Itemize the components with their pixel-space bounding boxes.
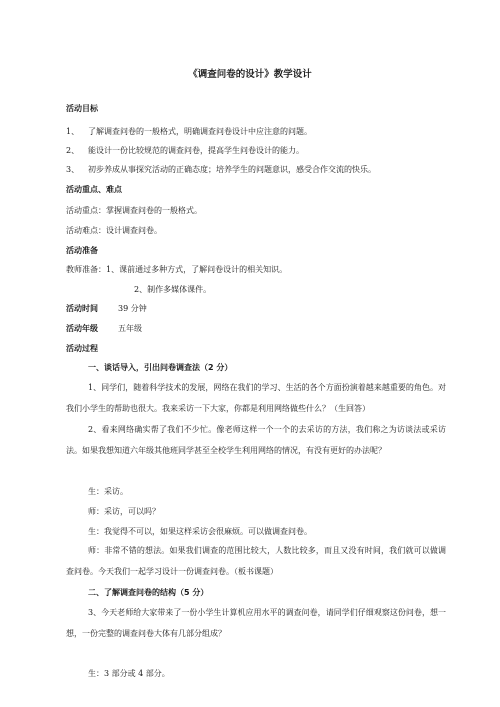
section-1-paragraph-1: 1、同学们，随着科学技术的发展，网络在我们的学习、生活的各个方面扮演着越来越重要的角色。对我们小学生的帮助也很大。我来采访一下大家，你都是利用网络做些什么？（生回答） — [66, 383, 446, 413]
difficulty-text: 活动难点：设计调查问卷。 — [66, 226, 162, 235]
dialog-line: 生：我觉得不可以，如果这样采访会很麻烦。可以做调查问卷。 — [88, 527, 312, 536]
section-2-paragraph-1: 3、今天老师给大家带来了一份小学生计算机应用水平的调查问卷，请同学们仔细观察这份问卷，想一想，一份完整的调查问卷大体有几部分组成？ — [66, 608, 446, 638]
section-1-heading: 一、谈话导入，引出问卷调查法（2 分） — [88, 363, 233, 372]
objective-item — [66, 164, 440, 175]
time-row — [66, 303, 440, 314]
keypoints-heading: 活动重点、难点 — [66, 185, 122, 194]
objective-number: 1、 — [66, 127, 80, 136]
objective-number: 3、 — [66, 165, 80, 174]
section-2-heading: 二、了解调查问卷的结构（5 分） — [88, 588, 209, 597]
dialog-line: 生：3 部分或 4 部分。 — [88, 669, 170, 678]
time-value: 39 分钟 — [118, 304, 147, 313]
time-label: 活动时间 — [66, 304, 98, 313]
process-heading: 活动过程 — [66, 344, 98, 353]
section-1-paragraph-3: 师：非常不错的想法。如果我们调查的范围比较大，人数比较多，而且又没有时间，我们就可以做调查问卷。今天我们一起学习设计一份调查问卷。（板书课题） — [66, 546, 446, 576]
dialog-line: 生：采访。 — [88, 487, 128, 496]
objectives-heading: 活动目标 — [66, 104, 98, 113]
page-title: 《调查问卷的设计》教学设计 — [188, 69, 312, 80]
objective-number: 2、 — [66, 146, 80, 155]
prep-item-1: 教师准备：1、课前通过多种方式，了解问卷设计的相关知识。 — [66, 265, 288, 274]
keypoint-text: 活动重点：掌握调查问卷的一般格式。 — [66, 206, 202, 215]
objective-text: 能设计一份比较规范的调查问卷，提高学生问卷设计的能力。 — [88, 146, 304, 155]
objective-item — [66, 126, 440, 137]
prep-item-2: 2、制作多媒体课件。 — [134, 285, 212, 294]
prep-heading: 活动准备 — [66, 246, 98, 255]
dialog-line: 师：采访，可以吗？ — [88, 507, 160, 516]
grade-label: 活动年级 — [66, 324, 98, 333]
grade-row — [66, 323, 440, 334]
section-1-paragraph-2: 2、看来网络确实帮了我们不少忙。像老师这样一个一个的去采访的方法，我们称之为访谈法或采访法。如果我想知道六年级其他班同学甚至全校学生利用网络的情况，有没有更好的办法呢？ — [66, 425, 446, 455]
objective-item — [66, 145, 440, 156]
grade-value: 五年级 — [118, 324, 142, 333]
objective-text: 了解调查问卷的一般格式，明确调查问卷设计中应注意的问题。 — [88, 127, 312, 136]
objective-text: 初步养成从事探究活动的正确态度；培养学生的问题意识，感受合作交流的快乐。 — [88, 165, 376, 174]
